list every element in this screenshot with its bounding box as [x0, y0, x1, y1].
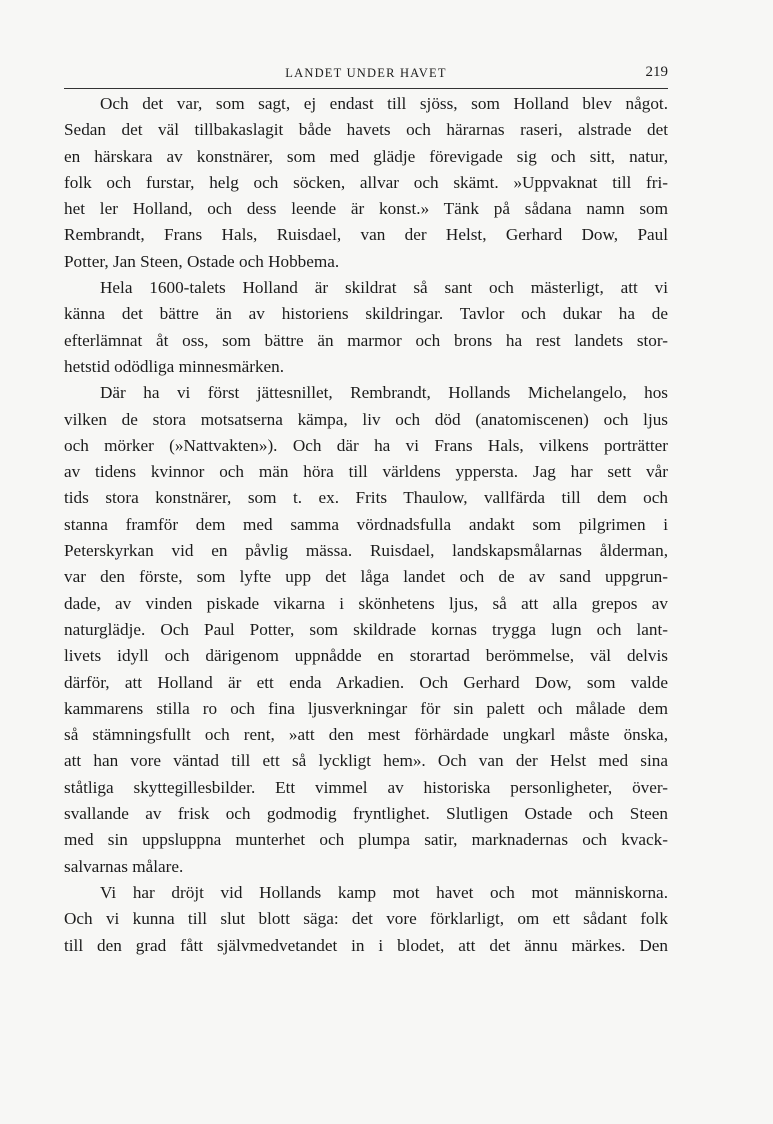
text-line: tids stora konstnärer, som t. ex. Frits Thaulow, vallfärda till dem och [64, 488, 668, 508]
text-line: folk och furstar, helg och söcken, allvar och skämt. »Uppvaknat till fri- [64, 172, 668, 192]
text-line: Där ha vi först jättesnillet, Rembrandt, Hollands Michelangelo, hos [100, 383, 668, 403]
text-line: med sin uppsluppna munterhet och plumpa satir, marknadernas och kvack- [64, 830, 668, 850]
text-line: och mörker (»Nattvakten»). Och där ha vi Frans Hals, vilkens porträtter [64, 435, 668, 455]
text-line: en härskara av konstnärer, som med glädje förevigade sig och sitt, natur, [64, 146, 668, 166]
text-line: vilken de stora motsatserna kämpa, liv och död (anatomiscenen) och ljus [64, 409, 668, 429]
text-line: så stämningsfullt och rent, »att den mest förhärdade ungkarl måste önska, [64, 725, 668, 745]
text-line: hetstid odödliga minnesmärken. [64, 356, 285, 376]
text-line: stanna framför dem med samma vördnadsfulla andakt som pilgrimen i [64, 514, 668, 534]
text-line: svallande av frisk och godmodig fryntlighet. Slutligen Ostade och Steen [64, 804, 668, 824]
text-line: salvarnas målare. [64, 856, 184, 876]
text-line: Och det var, som sagt, ej endast till sjöss, som Holland blev något. [100, 94, 668, 113]
text-line: ståtliga skyttegillesbilder. Ett vimmel av historiska personligheter, över- [64, 777, 668, 797]
text-line: Potter, Jan Steen, Ostade och Hobbema. [64, 251, 340, 271]
text-line: därför, att Holland är ett enda Arkadien. Och Gerhard Dow, som valde [64, 672, 668, 692]
text-line: efterlämnat åt oss, som bättre än marmor och brons ha rest landets stor- [64, 330, 668, 350]
text-line: Vi har dröjt vid Hollands kamp mot havet och mot människorna. [100, 882, 668, 902]
text-line: Rembrandt, Frans Hals, Ruisdael, van der Helst, Gerhard Dow, Paul [64, 225, 668, 245]
text-line: het ler Holland, och dess leende är konst.» Tänk på sådana namn som [64, 199, 668, 219]
text-line: naturglädje. Och Paul Potter, som skildrade kornas trygga lugn och lant- [64, 619, 668, 639]
text-line: kammarens stilla ro och fina ljusverkningar för sin palett och målade dem [64, 698, 668, 718]
text-line: till den grad fått självmedvetandet in i blodet, att det ännu märkes. Den [64, 935, 668, 955]
running-title: LANDET UNDER HAVET [285, 66, 447, 80]
text-line: Och vi kunna till slut blott säga: det vore förklarligt, om ett sådant folk [64, 909, 668, 929]
running-header [64, 64, 668, 86]
text-line: livets idyll och därigenom uppnådde en storartad berömmelse, väl delvis [64, 646, 668, 666]
text-line: Sedan det väl tillbakaslagit både havets och härarnas raseri, alstrade det [64, 120, 668, 140]
page-number: 219 [645, 64, 668, 80]
text-line: dade, av vinden piskade vikarna i skönhetens ljus, så att alla grepos av [64, 593, 668, 613]
text-line: att han vore väntad till ett så lyckligt hem». Och van der Helst med sina [64, 751, 668, 771]
header-rule [64, 88, 668, 89]
text-line: Peterskyrkan vid en påvlig mässa. Ruisdael, landskapsmålarnas ålderman, [64, 541, 668, 561]
text-line: var den förste, som lyfte upp det låga landet och de av sand uppgrun- [64, 567, 668, 587]
text-line: känna det bättre än av historiens skildringar. Tavlor och dukar ha de [64, 304, 668, 324]
body-text [64, 91, 668, 959]
text-line: av tidens kvinnor och män höra till världens yppersta. Jag har sett vår [64, 462, 668, 482]
text-line: Hela 1600-talets Holland är skildrat så sant och mästerligt, att vi [100, 278, 668, 298]
